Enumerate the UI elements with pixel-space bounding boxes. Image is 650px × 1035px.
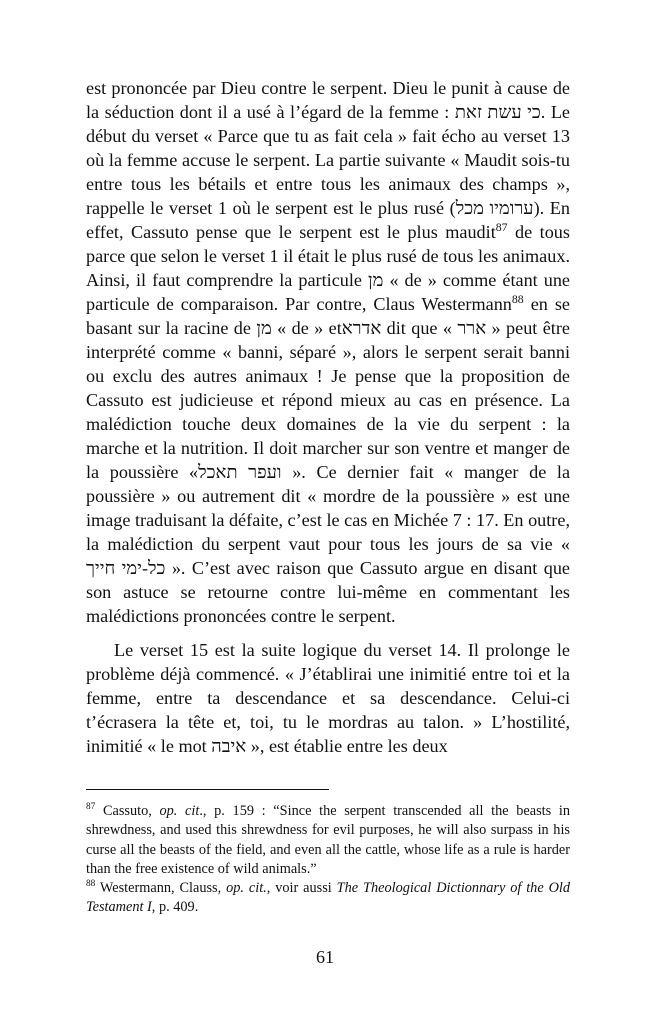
text-run: ). En effet, Cassuto pense que le serpent est le plus maudit — [86, 198, 570, 242]
hebrew-term: ועפר תאכל — [198, 462, 282, 482]
footnote-88 — [86, 879, 570, 918]
text-run: ». C’est avec raison que Cassuto argue en disant que son astuce se retourne contre lui-même en commentant les malédictions prononcées contre le serpent. — [86, 558, 570, 626]
body-paragraph-1 — [86, 76, 570, 628]
hebrew-term: מן — [256, 318, 272, 338]
hebrew-term: איבה — [211, 736, 247, 756]
footnote-marker: 87 — [86, 802, 96, 813]
footnote-separator — [86, 789, 329, 790]
text-run: ., p. 159 : “Since the serpent transcended all the beasts in shrewdness, and used this shrewdness for evil purposes, he will also surpass in his curse all the beasts of the field, and even all the cattle, whose life as a rule is harder than the free existence of wild animals.” — [86, 803, 570, 877]
text-run: Le verset 15 est la suite logique du verset 14. Il prolonge le problème déjà commencé. « J’établirai une inimitié entre toi et la femme, entre ta descendance et sa descendance. Celui-ci t’écrasera la tête et, toi, tu le mordras au talon. » L’hostilité, inimitié « le mot — [86, 640, 570, 756]
text-run: de tous parce que selon le verset 1 il était le plus rusé de tous les animaux. Ainsi, il faut comprendre la particule — [86, 222, 570, 290]
text-run: Cassuto, — [95, 803, 160, 819]
italic-text: op. cit — [159, 803, 200, 819]
footnote-87 — [86, 802, 570, 879]
italic-text: The Theological Dictionnary of the Old Testament I — [86, 880, 571, 916]
text-run: ». Ce dernier fait « manger de la poussière » ou autrement dit « mordre de la poussière » est une image traduisant la défaite, c’est le cas en Michée 7 : 17. En outre, la malédiction du serpent vaut pour tous les jours de sa vie « — [86, 462, 571, 554]
italic-text: op. cit. — [226, 880, 267, 897]
text-run: . Le début du verset « Parce que tu as fait cela » fait écho au verset 13 où la femme accuse le serpent. La partie suivante « Maudit sois-tu entre tous les bétails et entre tous les animaux des champs », rappelle le verset 1 où le serpent est le plus rusé ( — [86, 102, 570, 218]
footnote-marker: 88 — [511, 291, 524, 306]
hebrew-term: מן — [368, 270, 384, 290]
hebrew-term: כי עשת זאת — [454, 102, 541, 122]
text-run: , voir aussi — [266, 880, 337, 897]
hebrew-term: כל-ימי חייך — [86, 558, 166, 578]
text-run: Westermann, Clauss, — [95, 880, 227, 897]
hebrew-term: אדרא — [341, 318, 382, 338]
hebrew-term: ארר — [457, 318, 487, 338]
text-run: dit que « — [381, 318, 458, 338]
text-run: , p. 409. — [151, 899, 199, 916]
text-run: » peut être interprété comme « banni, séparé », alors le serpent serait banni ou exclu des autres animaux ! Je pense que la proposition de Cassuto est judicieuse et répond mieux au cas en présence. La malédiction touche deux domaines de la vie du serpent : la marche et la nutrition. Il doit marcher sur son ventre et manger de la poussière « — [86, 318, 570, 482]
page-number: 61 — [316, 947, 334, 967]
footnote-marker: 88 — [86, 879, 96, 890]
text-run: », est établie entre les deux — [246, 736, 448, 756]
text-run: « de » et — [271, 318, 342, 338]
footnote-marker: 87 — [495, 219, 508, 234]
text-run: en se basant sur la racine de — [86, 294, 570, 338]
hebrew-term: ערומיו מכל — [455, 198, 534, 218]
text-run: « de » comme étant une particule de comparaison. Par contre, Claus Westermann — [86, 270, 570, 314]
page-content — [86, 76, 570, 918]
body-paragraph-2 — [86, 638, 570, 758]
text-run: est prononcée par Dieu contre le serpent. Dieu le punit à cause de la séduction dont il a usé à l’égard de la femme : — [86, 78, 570, 122]
